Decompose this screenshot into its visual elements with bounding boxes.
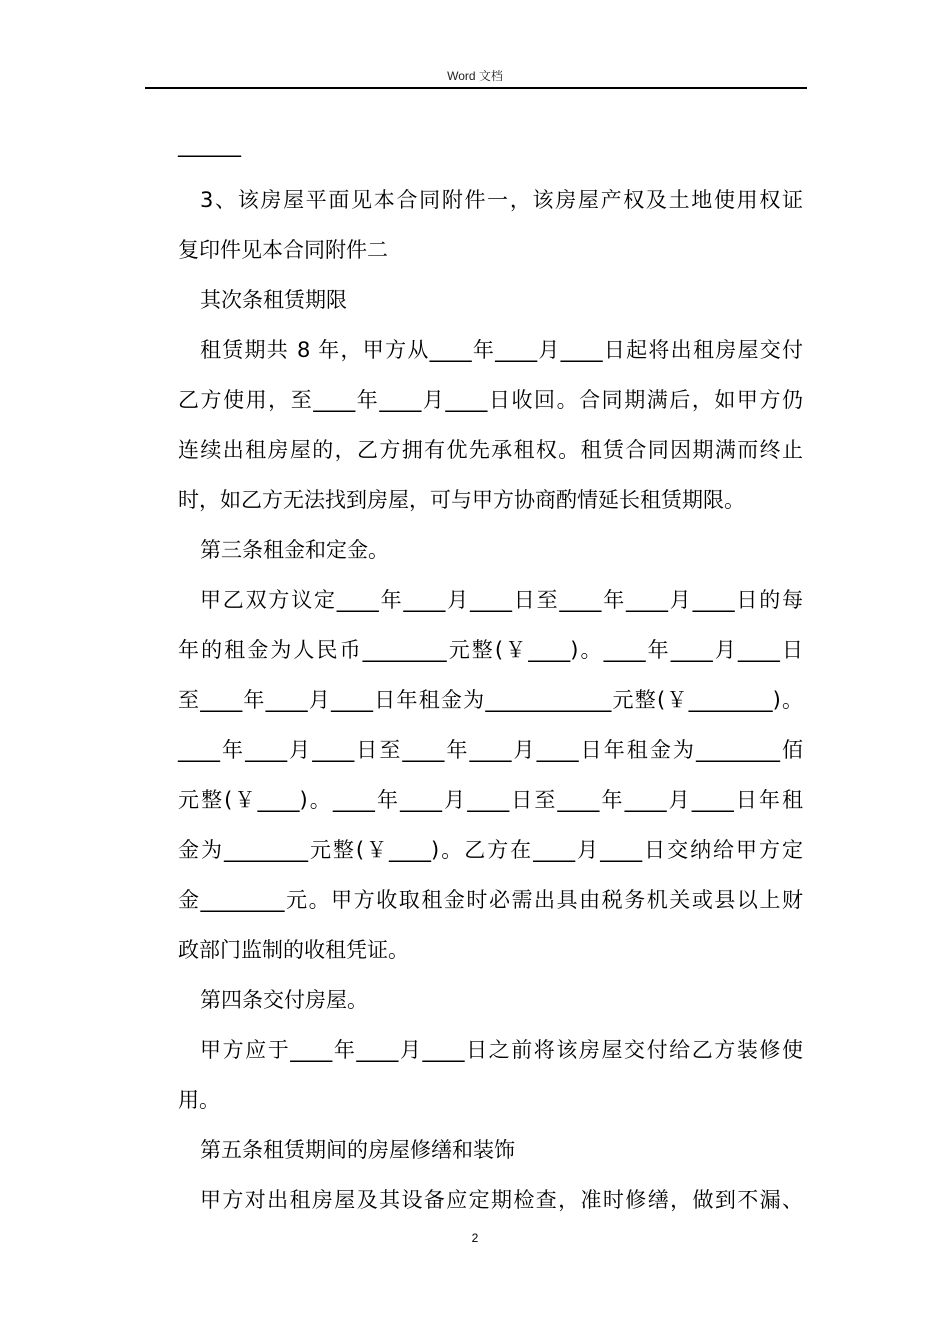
text-line: 租赁期共 8 年，甲方从____年____月____日起将出租房屋交付 (200, 338, 803, 362)
text-line: 元整(￥____)。____年____月____日至____年____月____日年租 (178, 788, 803, 812)
text-line: 甲乙双方议定____年____月____日至____年____月____日的每 (200, 588, 803, 612)
text-line: 复印件见本合同附件二 (178, 238, 388, 262)
text-line: 时，如乙方无法找到房屋，可与甲方协商酌情延长租赁期限。 (178, 488, 745, 512)
text-line: 乙方使用，至____年____月____日收回。合同期满后，如甲方仍 (178, 388, 803, 412)
page-header: Word 文档 (447, 69, 503, 83)
text-line: 3、该房屋平面见本合同附件一，该房屋产权及土地使用权证 (200, 188, 803, 212)
section-heading: 第三条租金和定金。 (200, 538, 389, 562)
text-line: 甲方对出租房屋及其设备应定期检查，准时修缮，做到不漏、 (200, 1188, 803, 1212)
text-line: ______ (178, 133, 241, 157)
section-heading: 其次条租赁期限 (200, 288, 347, 312)
text-line: 金________元。甲方收取租金时必需出具由税务机关或县以上财 (178, 888, 803, 912)
header-divider (145, 87, 807, 89)
text-line: 甲方应于____年____月____日之前将该房屋交付给乙方装修使 (200, 1038, 803, 1062)
text-line: 金为________元整(￥____)。乙方在____月____日交纳给甲方定 (178, 838, 803, 862)
section-heading: 第四条交付房屋。 (200, 988, 368, 1012)
section-heading: 第五条租赁期间的房屋修缮和装饰 (200, 1138, 515, 1162)
text-line: 至____年____月____日年租金为____________元整(￥________)。 (178, 688, 803, 712)
text-line: 政部门监制的收租凭证。 (178, 938, 409, 962)
text-line: ____年____月____日至____年____月____日年租金为________佰 (178, 738, 803, 762)
text-line: 年的租金为人民币________元整(￥____)。____年____月____日 (178, 638, 803, 662)
text-line: 连续出租房屋的，乙方拥有优先承租权。租赁合同因期满而终止 (178, 438, 803, 462)
page-number: 2 (471, 1231, 479, 1245)
text-line: 用。 (178, 1088, 220, 1112)
